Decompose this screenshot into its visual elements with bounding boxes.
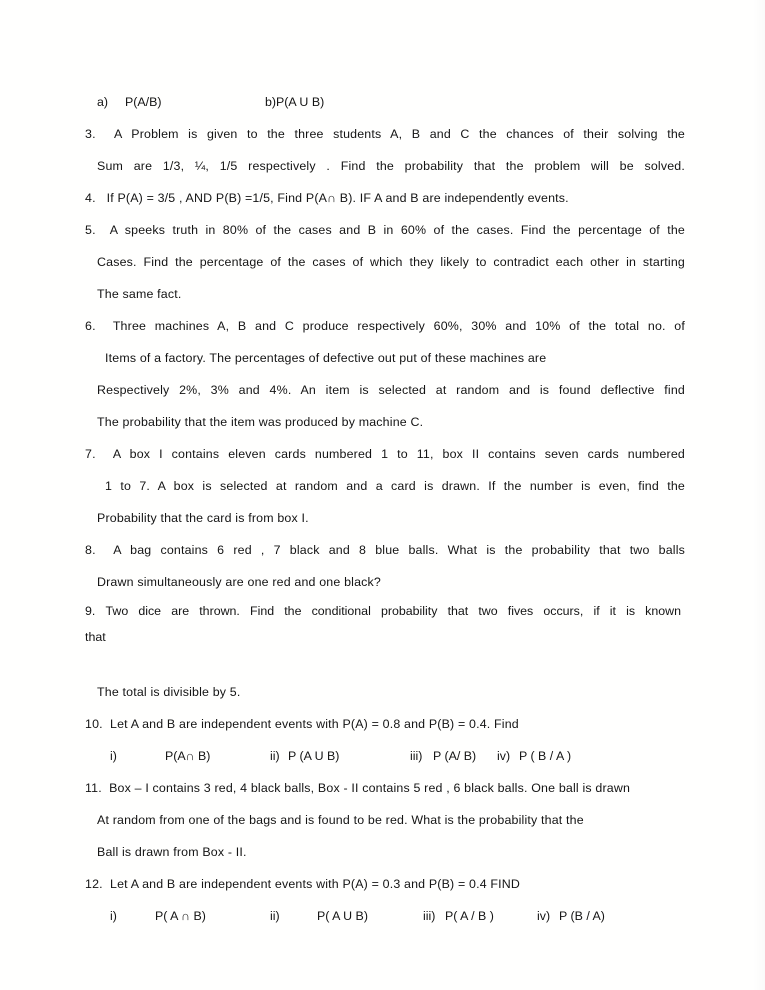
question-3-number: 3. — [85, 127, 96, 141]
question-8-line-2: Drawn simultaneously are one red and one black? — [97, 575, 381, 589]
question-6-line-1 — [85, 310, 685, 342]
question-12-subitem-ii-expr: P( A U B) — [317, 909, 368, 923]
question-4-line-1 — [85, 182, 685, 214]
question-6-line-3: Respectively 2%, 3% and 4%. An item is selected at random and is found deflective find — [97, 383, 685, 397]
question-7-line-2: 1 to 7. A box is selected at random and a card is drawn. If the number is even, find the — [105, 479, 685, 493]
question-12-line-1 — [85, 868, 685, 900]
question-6-line-4: The probability that the item was produced by machine C. — [97, 415, 424, 429]
question-11-line-3: Ball is drawn from Box - II. — [97, 845, 247, 859]
spacer — [85, 650, 685, 676]
question-12-number: 12. — [85, 877, 103, 891]
option-a-expression: P(A/B) — [125, 95, 162, 109]
question-10-subitem-ii-expr: P (A U B) — [288, 749, 340, 763]
question-4-number: 4. — [85, 191, 96, 205]
question-5-number: 5. — [85, 223, 96, 237]
question-10-number: 10. — [85, 717, 103, 731]
question-9-paragraph — [85, 598, 681, 650]
question-11-line-2: At random from one of the bags and is found to be red. What is the probability that the — [97, 813, 584, 827]
question-8-number: 8. — [85, 543, 96, 557]
question-6-text-1: Three machines A, B and C produce respectively 60%, 30% and 10% of the total no. of — [112, 319, 685, 333]
question-7-number: 7. — [85, 447, 96, 461]
question-9-number: 9. — [85, 604, 96, 618]
question-12-subitem-iii-expr: P( A / B ) — [445, 909, 494, 923]
question-9-line-2: that — [85, 630, 106, 644]
option-b-expression: b)P(A U B) — [265, 95, 325, 109]
question-11-text-1: Box – I contains 3 red, 4 black balls, Box - II contains 5 red , 6 black balls. One ball is drawn — [109, 781, 631, 795]
question-12-subitem-iv-marker: iv) — [537, 909, 551, 923]
question-7-line-3: Probability that the card is from box I. — [97, 511, 309, 525]
question-3-text-1: A Problem is given to the three students A, B and C the chances of their solving the — [114, 127, 685, 141]
option-row-ab — [85, 86, 685, 118]
question-10-subitem-iii-marker: iii) — [410, 749, 423, 763]
question-6-number: 6. — [85, 319, 96, 333]
question-9-line-1 — [85, 598, 681, 624]
question-10-subitem-iv-marker: iv) — [497, 749, 511, 763]
question-5-line-3: The same fact. — [97, 287, 182, 301]
question-10-subitem-ii-marker: ii) — [270, 749, 280, 763]
question-10-subitem-iii-expr: P (A/ B) — [433, 749, 477, 763]
question-12-subitem-i-expr: P( A ∩ B) — [155, 909, 206, 923]
document-body — [85, 86, 685, 932]
question-5-line-2: Cases. Find the percentage of the cases of which they likely to contradict each other in starting — [97, 255, 685, 269]
question-10-subitem-iv-expr: P ( B / A ) — [519, 749, 572, 763]
question-7-line-1 — [85, 438, 685, 470]
question-8-line-1 — [85, 534, 685, 566]
question-7-text-1: A box I contains eleven cards numbered 1 to 11, box II contains seven cards numbered — [112, 447, 686, 461]
question-3-line-2: Sum are 1/3, ¼, 1/5 respectively . Find the probability that the problem will be solved. — [97, 159, 685, 173]
question-8-text-1: A bag contains 6 red , 7 black and 8 blue balls. What is the probability that two balls — [113, 543, 686, 557]
option-a-marker: a) — [97, 95, 109, 109]
question-5-text-1: A speeks truth in 80% of the cases and B in 60% of the cases. Find the percentage of the — [109, 223, 686, 237]
question-12-subitem-iii-marker: iii) — [423, 909, 436, 923]
question-12-text-1: Let A and B are independent events with P(A) = 0.3 and P(B) = 0.4 FIND — [110, 877, 521, 891]
question-10-text-1: Let A and B are independent events with P(A) = 0.8 and P(B) = 0.4. Find — [110, 717, 519, 731]
question-10-subitem-i-marker: i) — [110, 749, 117, 763]
question-10-subitem-row — [85, 740, 685, 772]
question-4-text-1: If P(A) = 3/5 , AND P(B) =1/5, Find P(A∩ B). IF A and B are independently events. — [106, 191, 569, 205]
question-10-line-1 — [85, 708, 685, 740]
question-6-line-2: Items of a factory. The percentages of defective out put of these machines are — [105, 351, 547, 365]
question-9-line-3: The total is divisible by 5. — [97, 685, 241, 699]
question-10-subitem-i-expr: P(A∩ B) — [165, 749, 211, 763]
question-12-subitem-ii-marker: ii) — [270, 909, 280, 923]
question-12-subitem-row — [85, 900, 685, 932]
question-11-line-1 — [85, 772, 685, 804]
question-11-number: 11. — [85, 781, 102, 795]
question-12-subitem-i-marker: i) — [110, 909, 117, 923]
question-9-text-1: Two dice are thrown. Find the conditional probability that two fives occurs, if it is known — [105, 604, 681, 618]
question-3-line-1 — [85, 118, 685, 150]
question-5-line-1 — [85, 214, 685, 246]
question-12-subitem-iv-expr: P (B / A) — [559, 909, 605, 923]
